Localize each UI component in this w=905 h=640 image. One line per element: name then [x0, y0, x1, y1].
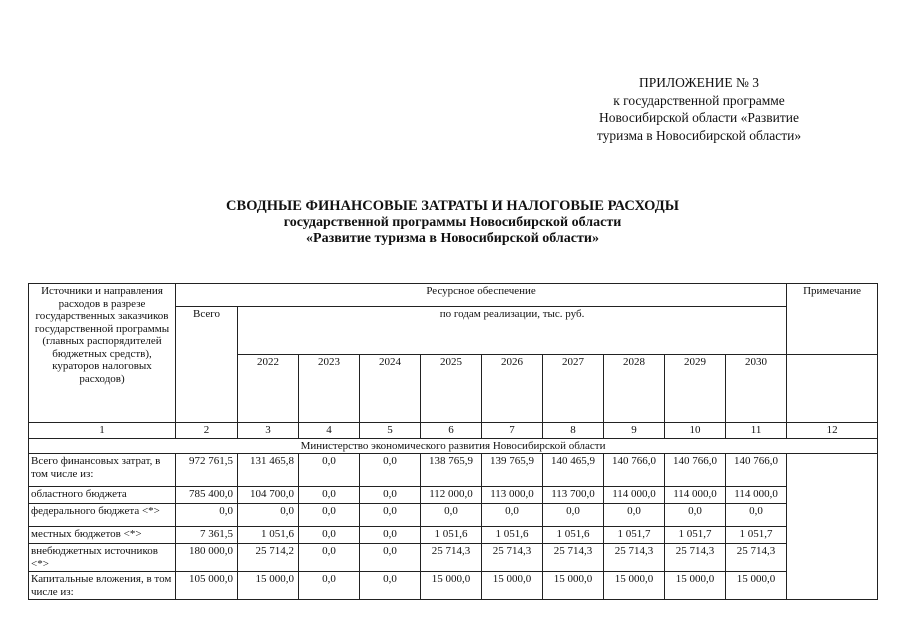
year-header: 2025 [421, 355, 482, 423]
value-cell: 0,0 [299, 544, 360, 572]
column-number: 3 [238, 423, 299, 439]
value-cell: 0,0 [299, 504, 360, 527]
value-cell: 138 765,9 [421, 454, 482, 487]
value-cell: 1 051,6 [482, 527, 543, 544]
value-cell: 972 761,5 [176, 454, 238, 487]
column-number: 6 [421, 423, 482, 439]
header-total: Всего [176, 307, 238, 423]
header-resources: Ресурсное обеспечение [176, 284, 787, 307]
table-row [29, 544, 878, 572]
value-cell: 0,0 [360, 454, 421, 487]
table-row [29, 487, 878, 504]
value-cell: 114 000,0 [665, 487, 726, 504]
appendix-line: ПРИЛОЖЕНИЕ № 3 [638, 75, 760, 90]
year-header: 2023 [299, 355, 360, 423]
value-cell: 25 714,3 [665, 544, 726, 572]
value-cell: 113 700,0 [543, 487, 604, 504]
table-row [29, 454, 878, 487]
column-number: 4 [299, 423, 360, 439]
header-source: Источники и направления расходов в разрезе государственных заказчиков государственной программы (главных распорядителей бюджетных средств), кураторов налоговых расходов) [29, 284, 176, 423]
value-cell: 0,0 [360, 487, 421, 504]
value-cell: 140 766,0 [604, 454, 665, 487]
value-cell: 0,0 [360, 504, 421, 527]
year-header: 2029 [665, 355, 726, 423]
document-title [0, 198, 905, 248]
appendix-line: к государственной программе [613, 92, 785, 108]
header-by-years: по годам реализации, тыс. руб. [238, 307, 787, 355]
value-cell: 1 051,7 [604, 527, 665, 544]
value-cell: 140 465,9 [543, 454, 604, 487]
header-note-empty [787, 307, 878, 355]
column-number: 7 [482, 423, 543, 439]
appendix-line: Новосибирской области «Развитие [599, 110, 799, 125]
value-cell: 140 766,0 [726, 454, 787, 487]
value-cell: 25 714,3 [726, 544, 787, 572]
value-cell: 0,0 [543, 504, 604, 527]
value-cell: 0,0 [482, 504, 543, 527]
value-cell: 15 000,0 [665, 572, 726, 600]
year-header: 2028 [604, 355, 665, 423]
appendix-line: туризма в Новосибирской области» [596, 127, 802, 143]
value-cell: 7 361,5 [176, 527, 238, 544]
title-line: государственной программы Новосибирской области [283, 214, 622, 230]
row-label: местных бюджетов <*> [29, 527, 176, 544]
value-cell: 0,0 [299, 487, 360, 504]
table-row [29, 504, 878, 527]
value-cell: 0,0 [665, 504, 726, 527]
value-cell: 15 000,0 [482, 572, 543, 600]
value-cell: 113 000,0 [482, 487, 543, 504]
row-label: Капитальные вложения, в том числе из: [29, 572, 176, 600]
table-row [29, 527, 878, 544]
column-number: 11 [726, 423, 787, 439]
year-header: 2027 [543, 355, 604, 423]
value-cell: 15 000,0 [604, 572, 665, 600]
column-number: 1 [29, 423, 176, 439]
value-cell: 0,0 [360, 544, 421, 572]
column-number: 10 [665, 423, 726, 439]
value-cell: 15 000,0 [421, 572, 482, 600]
header-note-empty [787, 355, 878, 423]
value-cell: 0,0 [299, 527, 360, 544]
column-number: 2 [176, 423, 238, 439]
column-number: 5 [360, 423, 421, 439]
value-cell: 114 000,0 [726, 487, 787, 504]
column-number: 12 [787, 423, 878, 439]
year-header: 2024 [360, 355, 421, 423]
value-cell: 180 000,0 [176, 544, 238, 572]
table-row [29, 572, 878, 600]
value-cell: 1 051,6 [421, 527, 482, 544]
value-cell: 25 714,3 [604, 544, 665, 572]
value-cell: 104 700,0 [238, 487, 299, 504]
value-cell: 114 000,0 [604, 487, 665, 504]
value-cell: 139 765,9 [482, 454, 543, 487]
value-cell: 0,0 [726, 504, 787, 527]
value-cell: 1 051,6 [543, 527, 604, 544]
value-cell: 0,0 [360, 572, 421, 600]
value-cell: 0,0 [360, 527, 421, 544]
value-cell: 25 714,2 [238, 544, 299, 572]
value-cell: 131 465,8 [238, 454, 299, 487]
value-cell: 15 000,0 [726, 572, 787, 600]
note-cell [787, 454, 878, 600]
row-label: областного бюджета [29, 487, 176, 504]
section-header: Министерство экономического развития Новосибирской области [29, 438, 878, 454]
title-line: СВОДНЫЕ ФИНАНСОВЫЕ ЗАТРАТЫ И НАЛОГОВЫЕ РАСХОДЫ [226, 198, 679, 214]
value-cell: 0,0 [299, 454, 360, 487]
appendix-header [549, 74, 849, 144]
value-cell: 140 766,0 [665, 454, 726, 487]
value-cell: 1 051,7 [665, 527, 726, 544]
column-number: 9 [604, 423, 665, 439]
value-cell: 112 000,0 [421, 487, 482, 504]
year-header: 2022 [238, 355, 299, 423]
value-cell: 105 000,0 [176, 572, 238, 600]
value-cell: 1 051,6 [238, 527, 299, 544]
value-cell: 785 400,0 [176, 487, 238, 504]
value-cell: 15 000,0 [238, 572, 299, 600]
value-cell: 0,0 [238, 504, 299, 527]
row-label: Всего финансовых затрат, в том числе из: [29, 454, 176, 487]
row-label: федерального бюджета <*> [29, 504, 176, 527]
financial-table [28, 283, 878, 600]
value-cell: 0,0 [176, 504, 238, 527]
row-label: внебюджетных источников <*> [29, 544, 176, 572]
year-header: 2026 [482, 355, 543, 423]
column-number: 8 [543, 423, 604, 439]
title-line: «Развитие туризма в Новосибирской области» [306, 231, 599, 246]
value-cell: 15 000,0 [543, 572, 604, 600]
value-cell: 25 714,3 [421, 544, 482, 572]
value-cell: 0,0 [604, 504, 665, 527]
year-header: 2030 [726, 355, 787, 423]
header-note: Примечание [787, 284, 878, 307]
value-cell: 25 714,3 [482, 544, 543, 572]
value-cell: 25 714,3 [543, 544, 604, 572]
value-cell: 0,0 [421, 504, 482, 527]
value-cell: 0,0 [299, 572, 360, 600]
value-cell: 1 051,7 [726, 527, 787, 544]
